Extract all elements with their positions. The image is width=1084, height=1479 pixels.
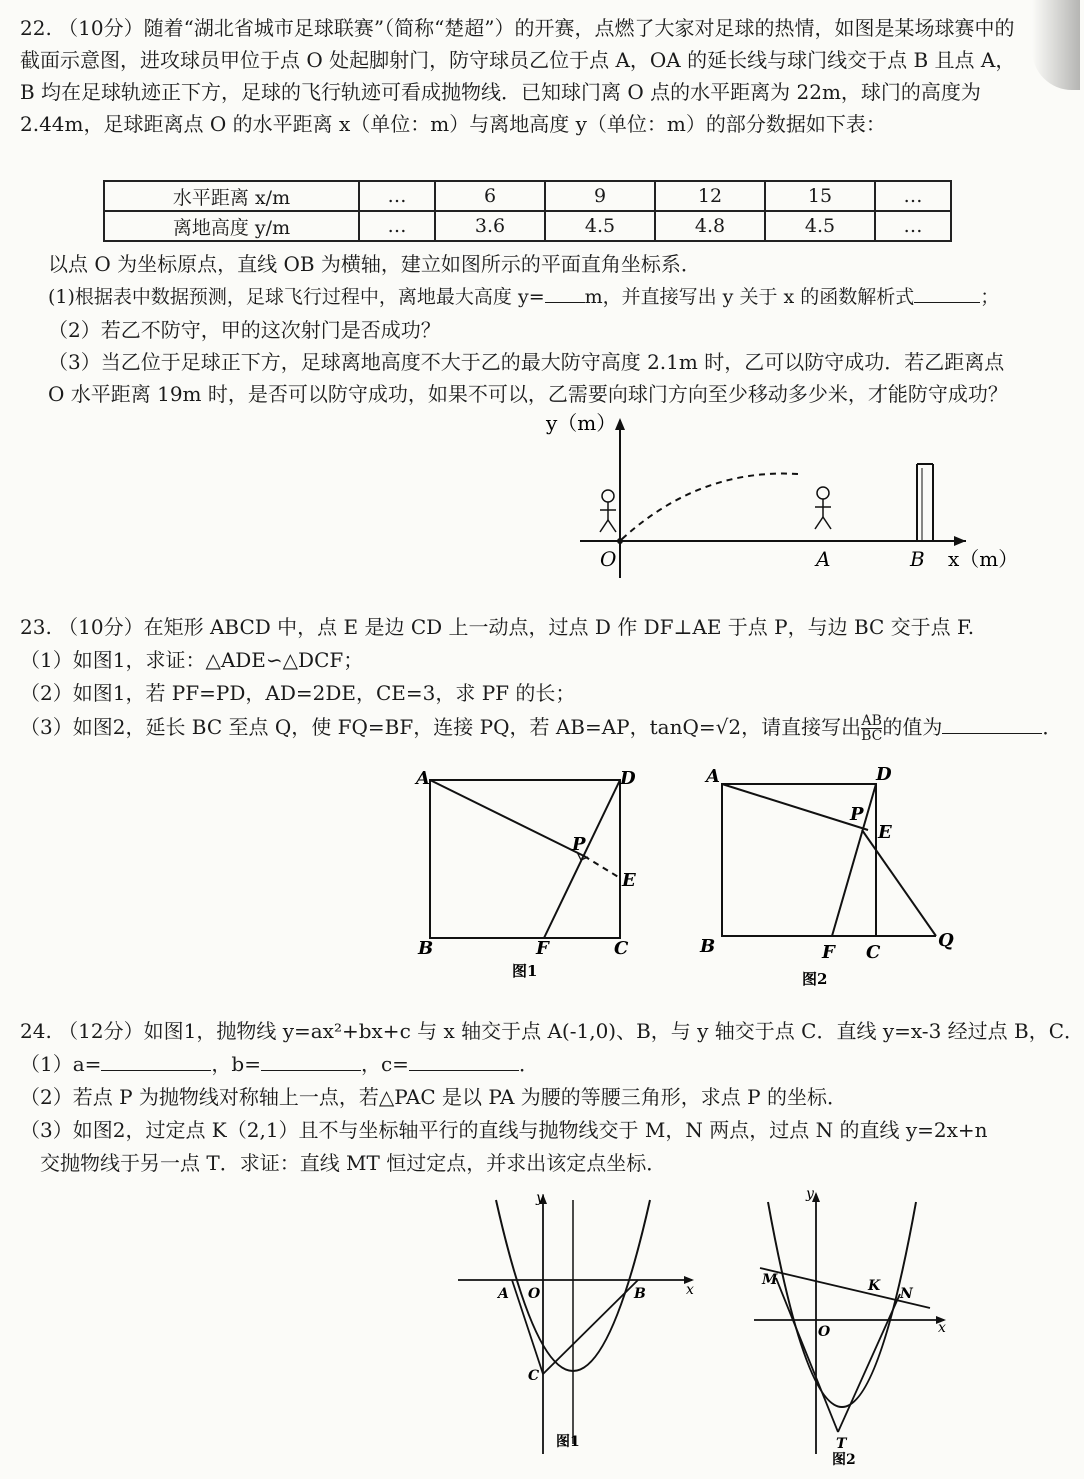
q24-part1 <box>20 1049 539 1079</box>
point-label-A: A <box>816 547 831 571</box>
point-label-B: B <box>418 938 434 959</box>
point-label-F: F <box>822 942 835 963</box>
q22-part1-end: ； <box>980 286 1000 308</box>
origin-point <box>617 538 623 544</box>
table-cell: … <box>875 181 951 211</box>
q22-part1-text-b: m，并直接写出 y 关于 x 的函数解析式 <box>584 286 915 308</box>
q23-part3-text-b: 的值为 <box>882 715 943 739</box>
point-label-Q: Q <box>938 930 954 951</box>
q22-setup: 以点 O 为坐标原点，直线 OB 为横轴，建立如图所示的平面直角坐标系． <box>48 252 701 276</box>
parabola <box>768 1202 916 1407</box>
table-cell: … <box>359 181 435 211</box>
table-cell: 6 <box>435 181 545 211</box>
q22-number: 22. <box>20 16 52 40</box>
y-axis-label: y <box>806 1186 814 1202</box>
point-label-D: D <box>620 768 636 789</box>
q24-part1-a: （1）a= <box>20 1052 102 1076</box>
x-axis-arrow <box>954 536 966 546</box>
q23-part1: （1）如图1，求证：△ADE∽△DCF； <box>20 648 364 672</box>
answer-blank <box>101 1050 211 1071</box>
point-label-O: O <box>528 1286 541 1302</box>
figure-caption: 图2 <box>832 1452 856 1468</box>
q22-data-table <box>103 180 952 242</box>
segment-ap <box>430 780 584 856</box>
table-cell: 水平距离 x/m <box>104 181 359 211</box>
rectangle-abcd <box>430 780 620 938</box>
q22-part3: （3）当乙位于足球正下方，足球离地高度不大于乙的最大防守高度 2.1m 时，乙可以防守成功．若乙距离点 O 水平距离 19m 时，是否可以防守成功，如果不可以，乙需要向球门方向至少移动多少米，才能防守成功？ <box>48 350 1008 406</box>
point-label-K: K <box>868 1278 881 1294</box>
q23-figure-2 <box>690 760 970 995</box>
point-label-E: E <box>878 822 892 843</box>
fraction-numerator: AB <box>861 713 882 729</box>
line-nt <box>838 1294 900 1432</box>
point-label-N: N <box>900 1286 913 1302</box>
table-cell: … <box>875 211 951 241</box>
q23-part3-text-a: （3）如图2，延长 BC 至点 Q，使 FQ=BF，连接 PQ，若 AB=AP，tanQ=√2，请直接写出 <box>20 715 862 739</box>
segment-ap <box>722 784 868 830</box>
y-axis-arrow <box>615 418 625 430</box>
ball-trajectory <box>622 474 798 539</box>
q24-figure-2 <box>740 1182 970 1472</box>
point-label-M: M <box>762 1272 778 1288</box>
q22-part1-text-a: (1)根据表中数据预测，足球飞行过程中，离地最大高度 y= <box>48 286 545 308</box>
table-cell: 4.5 <box>545 211 655 241</box>
table-cell: 15 <box>765 181 875 211</box>
q24-figure-1 <box>450 1182 710 1462</box>
point-label-B: B <box>910 547 925 571</box>
q23-header: 23. （10分）在矩形 ABCD 中，点 E 是边 CD 上一动点，过点 D 作 DF⊥AE 于点 P，与边 BC 交于点 F. <box>20 615 975 639</box>
answer-blank <box>942 713 1042 734</box>
point-label-B: B <box>700 936 716 957</box>
segment-pe-dashed <box>584 856 620 878</box>
q24-part3-line2: 交抛物线于另一点 T．求证：直线 MT 恒过定点，并求出该定点坐标． <box>40 1151 667 1175</box>
table-cell: 3.6 <box>435 211 545 241</box>
line-bc <box>543 1280 638 1374</box>
answer-blank <box>545 282 585 303</box>
point-label-E: E <box>622 870 636 891</box>
point-label-C: C <box>866 942 881 963</box>
point-label-T: T <box>836 1436 847 1452</box>
q24-header: 24. （12分）如图1，抛物线 y=ax²+bx+c 与 x 轴交于点 A(-1,0)、B，与 y 轴交于点 C．直线 y=x-3 经过点 B，C． <box>20 1019 1084 1043</box>
point-label-A: A <box>706 766 720 787</box>
fraction-ab-bc <box>861 714 882 743</box>
figure-caption: 图1 <box>512 962 538 980</box>
q22-part2: （2）若乙不防守，甲的这次射门是否成功？ <box>48 318 441 342</box>
y-axis-label: y（m） <box>546 411 617 435</box>
point-label-O: O <box>818 1324 831 1340</box>
line-mt <box>776 1278 838 1432</box>
q22-figure <box>546 408 1040 588</box>
q23-part2: （2）如图1，若 PF=PD，AD=2DE，CE=3，求 PF 的长； <box>20 681 576 705</box>
fraction-denominator: BC <box>861 728 883 744</box>
table-cell: 12 <box>655 181 765 211</box>
table-cell: 4.8 <box>655 211 765 241</box>
table-row <box>104 181 951 211</box>
y-axis-label: y <box>536 1190 544 1206</box>
q22-intro <box>20 12 1030 140</box>
q24-part2: （2）若点 P 为抛物线对称轴上一点，若△PAC 是以 PA 为腰的等腰三角形，求点 P 的坐标． <box>20 1085 847 1109</box>
q24-part1-end: ． <box>518 1052 539 1076</box>
attacker-figure <box>600 490 616 532</box>
q24-part1-c: ，c= <box>360 1052 409 1076</box>
q22-points: （10分） <box>58 16 144 40</box>
table-row <box>104 211 951 241</box>
answer-blank <box>409 1050 519 1071</box>
point-label-C: C <box>614 938 629 959</box>
q23-figure-1 <box>400 760 660 990</box>
point-label-A: A <box>498 1286 509 1302</box>
page-edge-shadow <box>1032 0 1080 90</box>
table-cell: 4.5 <box>765 211 875 241</box>
goal-post <box>917 464 933 541</box>
figure-caption: 图1 <box>556 1434 580 1450</box>
point-label-P: P <box>850 804 864 825</box>
table-cell: … <box>359 211 435 241</box>
x-axis-label: x <box>686 1282 694 1298</box>
x-axis-label: x（m） <box>948 547 1019 571</box>
q24-part1-b: ，b= <box>211 1052 261 1076</box>
defender-figure <box>815 487 831 529</box>
segment-pq <box>862 830 936 936</box>
q22-part1 <box>48 282 999 312</box>
q23-part3-end: ． <box>1042 715 1063 739</box>
point-label-B: B <box>634 1286 646 1302</box>
point-label-O: O <box>600 547 617 571</box>
table-cell: 9 <box>545 181 655 211</box>
point-label-D: D <box>876 764 892 785</box>
q23-part3 <box>20 712 1062 743</box>
point-label-C: C <box>528 1368 540 1384</box>
q24-part3-line1: （3）如图2，过定点 K（2,1）且不与坐标轴平行的直线与抛物线交于 M，N 两点，过点 N 的直线 y=2x+n <box>20 1118 988 1142</box>
point-label-P: P <box>572 834 586 855</box>
x-axis-label: x <box>938 1320 946 1336</box>
point-label-F: F <box>536 938 549 959</box>
table-cell: 离地高度 y/m <box>104 211 359 241</box>
point-label-A: A <box>416 768 430 789</box>
answer-blank <box>261 1050 361 1071</box>
answer-blank <box>914 282 980 303</box>
figure-caption: 图2 <box>802 970 828 988</box>
q22-intro-text: 随着“湖北省城市足球联赛”（简称“楚超”）的开赛，点燃了大家对足球的热情，如图是某场球赛中的截面示意图，进攻球员甲位于点 O 处起脚射门，防守球员乙位于点 A，OA 的延长线与球门线交于点 B 且点 A，B 均在足球轨迹正下方，足球的飞行轨迹可看成抛物线．已知球门离 O 点的水平距离为 22m，球门的高度为 2.44m，足球距离点 O 的水平距离 x（单位：m）与离地高度 y（单位：m）的部分数据如下表： <box>20 16 1016 136</box>
